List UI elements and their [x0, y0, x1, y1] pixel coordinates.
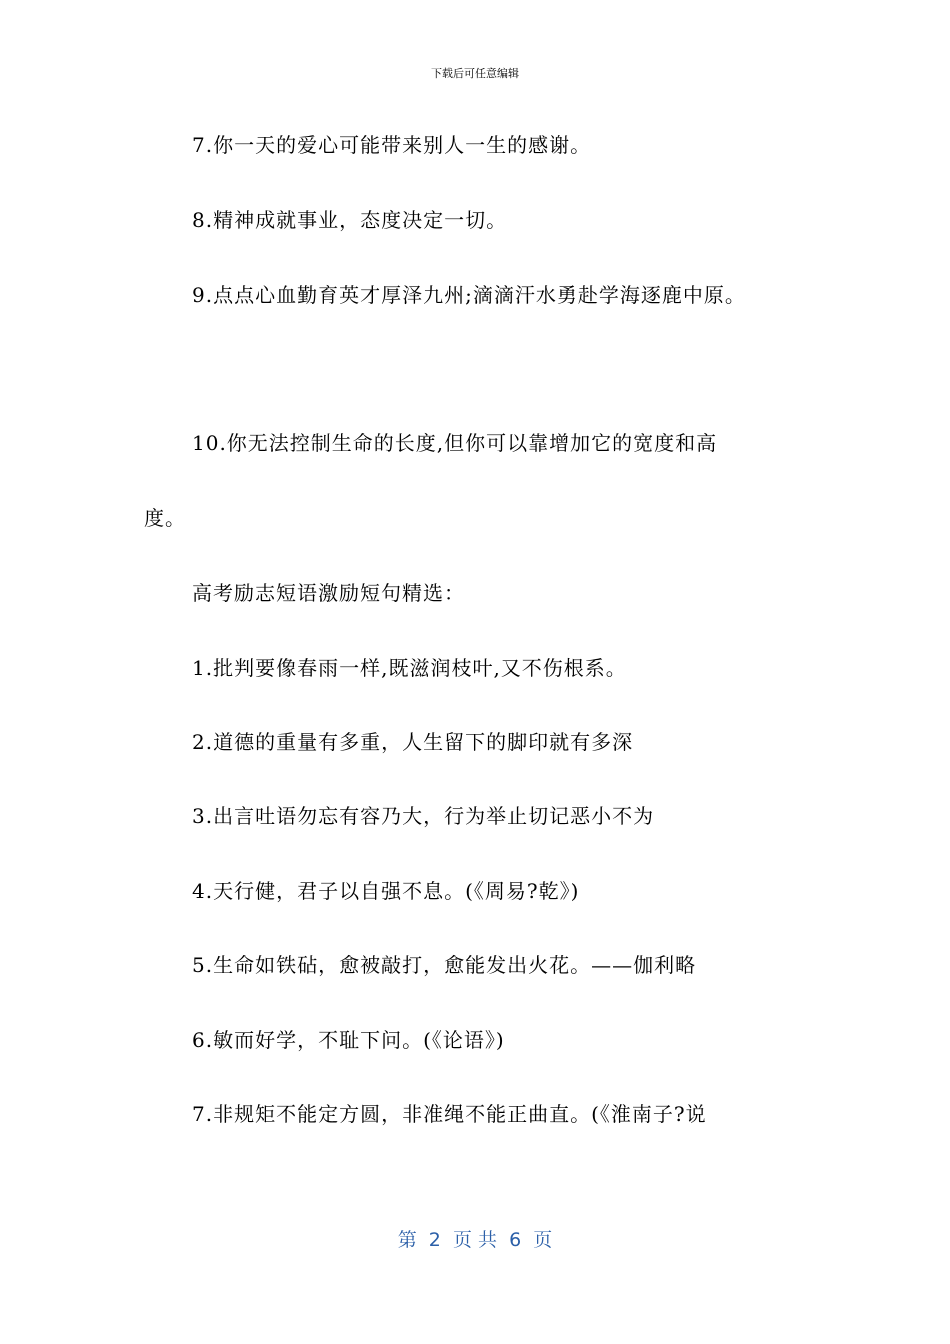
text-line-5: 度。: [144, 506, 186, 530]
text-line-4: 10.你无法控制生命的长度,但你可以靠增加它的宽度和高: [192, 431, 718, 455]
text-line-12: 7.非规矩不能定方圆，非准绳不能正曲直。(《淮南子?说: [192, 1102, 707, 1126]
text-line-1: 7.你一天的爱心可能带来别人一生的感谢。: [192, 133, 592, 157]
page-footer: 第 2 页 共 6 页: [397, 1229, 553, 1251]
text-line-8: 3.出言吐语勿忘有容乃大，行为举止切记恶小不为: [192, 804, 655, 828]
page-header: 下载后可任意编辑: [431, 67, 519, 80]
text-line-9: 4.天行健，君子以自强不息。(《周易?乾》): [192, 879, 580, 903]
text-line-2: 8.精神成就事业，态度决定一切。: [192, 208, 508, 232]
text-line-10: 5.生命如铁砧，愈被敲打，愈能发出火花。——伽利略: [192, 953, 697, 977]
text-line-11: 6.敏而好学，不耻下问。(《论语》): [192, 1028, 505, 1052]
section-heading: 高考励志短语激励短句精选：: [192, 581, 465, 605]
text-line-6: 1.批判要像春雨一样,既滋润枝叶,又不伤根系。: [192, 656, 627, 680]
text-line-7: 2.道德的重量有多重，人生留下的脚印就有多深: [192, 730, 634, 754]
text-line-3: 9.点点心血勤育英才厚泽九州;滴滴汗水勇赴学海逐鹿中原。: [192, 283, 746, 307]
